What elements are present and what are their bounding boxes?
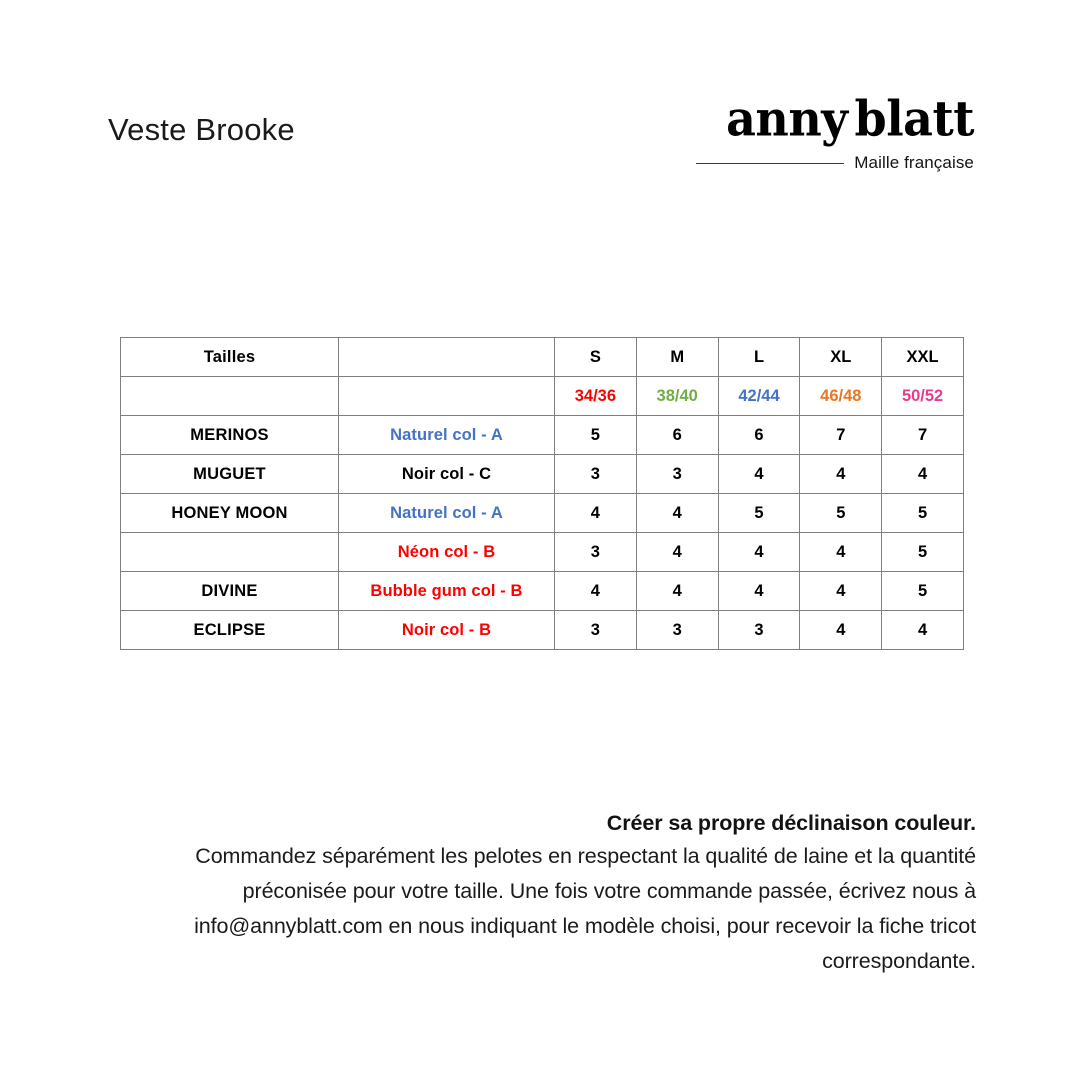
- table-row: [121, 611, 964, 650]
- ball-count: 4: [555, 494, 637, 533]
- ball-count: 4: [636, 533, 718, 572]
- yarn-color-name: Néon col - B: [339, 533, 555, 572]
- table-row: [121, 416, 964, 455]
- table-row: [121, 455, 964, 494]
- ball-count: 4: [718, 455, 800, 494]
- yarn-color-name: Naturel col - A: [339, 494, 555, 533]
- yarn-color-name: Noir col - C: [339, 455, 555, 494]
- size-range-3: 42/44: [718, 377, 800, 416]
- brand-tagline-row: [696, 153, 974, 173]
- size-range-2: 38/40: [636, 377, 718, 416]
- brand-name-part1: anny: [726, 89, 848, 148]
- header-size-l: L: [718, 338, 800, 377]
- brand-tagline: Maille française: [854, 153, 974, 172]
- header-tailles-label: Tailles: [121, 338, 339, 377]
- ball-count: 5: [882, 533, 964, 572]
- ball-count: 4: [555, 572, 637, 611]
- table-row: [121, 494, 964, 533]
- footer-note: [108, 808, 976, 979]
- size-range-quality-blank: [121, 377, 339, 416]
- ball-count: 4: [800, 611, 882, 650]
- yarn-quantity-table: [120, 337, 964, 650]
- yarn-color-name: Noir col - B: [339, 611, 555, 650]
- ball-count: 7: [800, 416, 882, 455]
- ball-count: 6: [718, 416, 800, 455]
- page-title: Veste Brooke: [108, 112, 295, 147]
- ball-count: 4: [718, 572, 800, 611]
- ball-count: 5: [882, 572, 964, 611]
- brand-name-part2: blatt: [854, 89, 974, 148]
- size-range-color-blank: [339, 377, 555, 416]
- yarn-quality-name: [121, 533, 339, 572]
- size-range-1: 34/36: [555, 377, 637, 416]
- ball-count: 4: [636, 494, 718, 533]
- table-row: [121, 572, 964, 611]
- ball-count: 4: [800, 572, 882, 611]
- table-size-range-row: [121, 377, 964, 416]
- header-size-m: M: [636, 338, 718, 377]
- ball-count: 4: [718, 533, 800, 572]
- size-range-4: 46/48: [800, 377, 882, 416]
- footer-heading: Créer sa propre déclinaison couleur.: [606, 811, 976, 835]
- ball-count: 6: [636, 416, 718, 455]
- yarn-quality-name: MUGUET: [121, 455, 339, 494]
- brand-divider-line: [696, 163, 844, 164]
- ball-count: 4: [800, 455, 882, 494]
- table-header-row: [121, 338, 964, 377]
- yarn-color-name: Bubble gum col - B: [339, 572, 555, 611]
- table-row: [121, 533, 964, 572]
- ball-count: 3: [636, 455, 718, 494]
- ball-count: 3: [555, 455, 637, 494]
- page-header: [0, 89, 1080, 186]
- ball-count: 5: [718, 494, 800, 533]
- header-color-label: [339, 338, 555, 377]
- yarn-quality-name: DIVINE: [121, 572, 339, 611]
- yarn-quality-name: MERINOS: [121, 416, 339, 455]
- ball-count: 3: [718, 611, 800, 650]
- brand-wordmark: [696, 89, 974, 148]
- ball-count: 3: [636, 611, 718, 650]
- ball-count: 3: [555, 533, 637, 572]
- ball-count: 5: [555, 416, 637, 455]
- footer-body-text: Commandez séparément les pelotes en respectant la qualité de laine et la quantité préconisée pour votre taille. Une fois votre commande passée, écrivez nous à info@annyblatt.com en nous indiquant le modèle choisi, pour recevoir la fiche tricot correspondante.: [194, 844, 976, 973]
- header-size-s: S: [555, 338, 637, 377]
- header-size-xxl: XXL: [882, 338, 964, 377]
- yarn-quality-name: ECLIPSE: [121, 611, 339, 650]
- ball-count: 5: [800, 494, 882, 533]
- brand-logo: [696, 89, 974, 173]
- ball-count: 4: [882, 611, 964, 650]
- yarn-quality-name: HONEY MOON: [121, 494, 339, 533]
- ball-count: 4: [636, 572, 718, 611]
- ball-count: 4: [882, 455, 964, 494]
- yarn-color-name: Naturel col - A: [339, 416, 555, 455]
- ball-count: 7: [882, 416, 964, 455]
- ball-count: 5: [882, 494, 964, 533]
- ball-count: 4: [800, 533, 882, 572]
- ball-count: 3: [555, 611, 637, 650]
- header-size-xl: XL: [800, 338, 882, 377]
- size-range-5: 50/52: [882, 377, 964, 416]
